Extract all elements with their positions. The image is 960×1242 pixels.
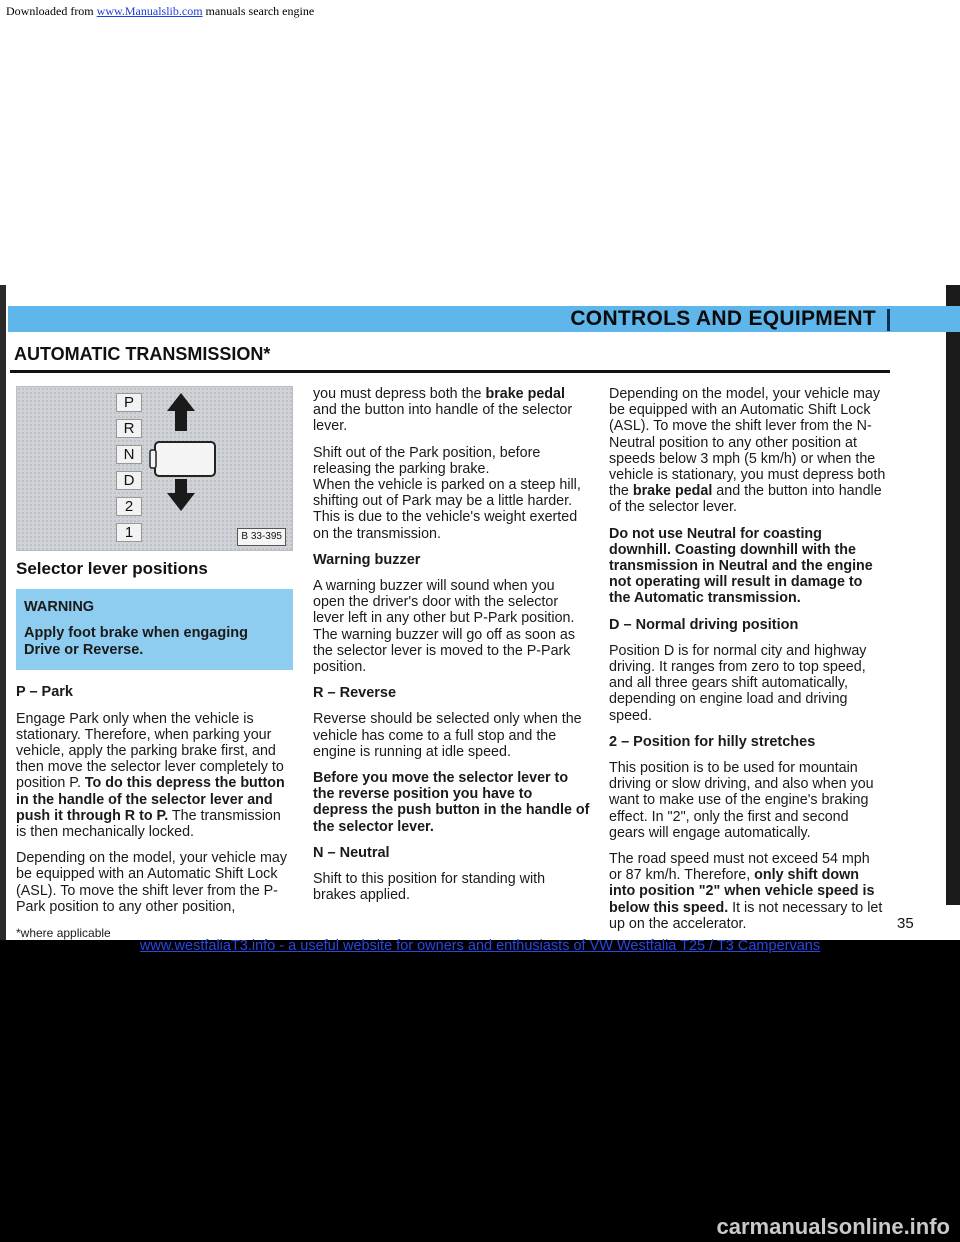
speed-paragraph (609, 851, 886, 932)
header-band-end-mark (887, 309, 890, 331)
column-2 (313, 386, 590, 913)
gear-label-2: 2 (116, 497, 142, 516)
warning-text: Apply foot brake when engaging Drive or Reverse. (24, 625, 248, 658)
download-suffix: manuals search engine (202, 4, 315, 18)
column-1 (16, 386, 293, 941)
buzzer-paragraph: A warning buzzer will sound when you open the driver's door with the selector lever left in any other but P-Park position. The warning buzzer will go off as soon as the selector lever is moved to the P-Park position. (313, 578, 575, 676)
arrow-up-icon (167, 393, 195, 431)
brake-text-c: and the button into handle of the selector lever. (313, 402, 573, 435)
heading-warning-buzzer: Warning buzzer (313, 551, 421, 568)
heading-neutral: N – Neutral (313, 844, 390, 861)
selector-handle-icon (150, 442, 215, 476)
column-3 (609, 386, 886, 942)
neutral-paragraph: Shift to this position for standing with brakes applied. (313, 871, 546, 904)
figure-caption: Selector lever positions (16, 559, 208, 578)
speed-text-bold: only shift down into position "2" when vehicle speed is below this speed. (609, 867, 875, 916)
chapter-title: CONTROLS AND EQUIPMENT (564, 307, 882, 331)
hilly-paragraph: This position is to be used for mountain driving or slow driving, and also when you want to make use of the engine's braking effect. In "2", only the first and second gears will engage automatically. (609, 760, 874, 841)
park-text-a: Engage Park only when the vehicle is stationary. Therefore, when parking your vehicle, apply the parking brake first, and then move the selector lever completely to position P. (16, 710, 284, 792)
bottom-dark-area (0, 940, 960, 1242)
brake-pedal-paragraph (313, 386, 590, 435)
heading-drive: D – Normal driving position (609, 616, 799, 633)
footnote: *where applicable (16, 926, 111, 941)
reverse-bold-paragraph: Before you move the selector lever to the reverse position you have to depress the push button in the handle of the selector lever. (313, 770, 590, 835)
shift-out-paragraph: Shift out of the Park position, before releasing the parking brake. (313, 444, 541, 477)
neutral-coasting-warning: Do not use Neutral for coasting downhill. Coasting downhill with the transmission in Neutral and the engine not operating will result in damage to the Automatic transmission. (609, 525, 873, 607)
asl-text-c: and the button into handle of the selector lever. (609, 483, 882, 516)
brake-text-a: you must depress both the (313, 386, 486, 402)
manualslib-link[interactable]: www.Manualslib.com (96, 4, 203, 18)
park-text-c: The transmission is then mechanically locked. (16, 807, 281, 841)
section-rule (10, 370, 890, 373)
heading-reverse: R – Reverse (313, 685, 397, 702)
park-paragraph (16, 711, 293, 841)
gear-label-n: N (116, 445, 142, 464)
speed-text-a: The road speed must not exceed 54 mph or 87 km/h. Therefore, (609, 851, 870, 884)
steep-hill-paragraph: When the vehicle is parked on a steep hill, shifting out of Park may be a little harder. This is due to the vehicle's weight exerted on the transmission. (313, 477, 581, 542)
page-right-edge (946, 285, 960, 905)
gear-label-r: R (116, 419, 142, 438)
section-title: AUTOMATIC TRANSMISSION* (14, 344, 271, 364)
drive-paragraph: Position D is for normal city and highway driving. It ranges from zero to top speed, and all three gears shift automatically, depending on engine load and driving speed. (609, 642, 867, 724)
download-prefix: Downloaded from (6, 4, 97, 18)
westfalia-site-link[interactable]: www.westfaliaT3.info - a useful website for owners and enthusiasts of VW Westfalia T25 / T3 Campervans (139, 938, 821, 954)
asl-text-a: Depending on the model, your vehicle may be equipped with an Automatic Shift Lock (ASL). To move the shift lever from the N-Neutral position to any other position at speeds below 3 mph (5 km/h) or when the vehicle is stationary, you must depress both the (609, 386, 886, 500)
page-left-edge (0, 285, 6, 940)
brake-text-bold: brake pedal (485, 386, 565, 402)
selector-lever-figure (16, 386, 293, 551)
page-number: 35 (897, 915, 914, 932)
asl-paragraph-2 (609, 386, 886, 516)
gear-label-1: 1 (116, 523, 142, 542)
gear-label-p: P (116, 393, 142, 412)
figure-code: B 33-395 (237, 528, 286, 546)
watermark-logo: carmanualsonline.info (716, 1214, 950, 1239)
download-banner (6, 4, 314, 19)
speed-text-c: It is not necessary to let up on the accelerator. (609, 899, 883, 932)
park-text-bold: To do this depress the button in the handle of the selector lever and push it through R to P. (16, 775, 285, 824)
warning-title: WARNING (24, 599, 95, 616)
gear-label-d: D (116, 471, 142, 490)
arrow-down-icon (167, 479, 195, 511)
heading-park: P – Park (16, 684, 73, 701)
reverse-paragraph: Reverse should be selected only when the vehicle has come to a full stop and the engine is running at idle speed. (313, 711, 582, 760)
heading-hilly: 2 – Position for hilly stretches (609, 733, 816, 750)
asl-text-bold: brake pedal (632, 483, 713, 500)
warning-box (16, 589, 293, 670)
asl-paragraph-1: Depending on the model, your vehicle may be equipped with an Automatic Shift Lock (ASL). To move the shift lever from the P-Park position to any other position, (16, 850, 288, 915)
